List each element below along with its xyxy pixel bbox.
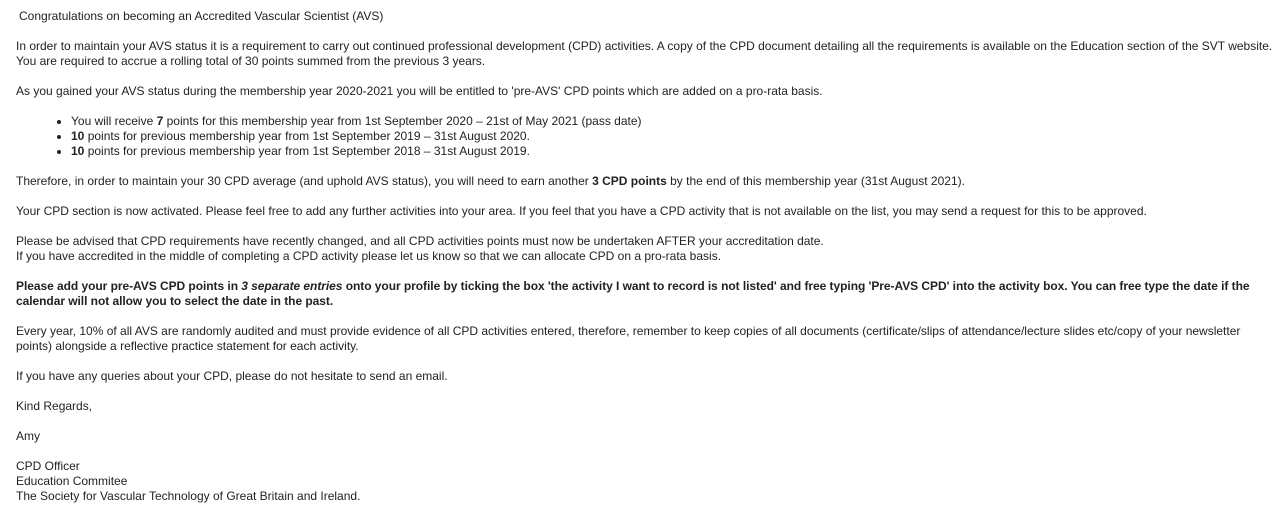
paragraph-pre-avs: As you gained your AVS status during the membership year 2020-2021 you will be entitled to 'pre-AVS' CPD points which are added on a pro-rata basis. <box>16 84 823 98</box>
signature-block <box>16 459 1278 504</box>
paragraph-instructions: Please add your pre-AVS CPD points in 3 separate entries onto your profile by ticking the box 'the activity I want to record is not listed' and free typing 'Pre-AVS CPD' into the activity box. You can free type the date if the calendar will not allow you to select the date in the past. <box>16 279 1250 308</box>
paragraph-audit: Every year, 10% of all AVS are randomly audited and must provide evidence of all CPD activities entered, therefore, remember to keep copies of all documents (certificate/slips of attendance/lecture slides etc/copy of your newsletter points) alongside a reflective practice statement for each activity. <box>16 324 1241 353</box>
closing-line: Kind Regards, <box>16 399 93 413</box>
signature-org: The Society for Vascular Technology of Great Britain and Ireland. <box>16 489 361 503</box>
signature-role: CPD Officer <box>16 459 80 473</box>
list-item: • 10 points for previous membership year from 1st September 2019 – 31st August 2020. <box>71 129 1278 144</box>
paragraph-requirements: In order to maintain your AVS status it is a requirement to carry out continued professional development (CPD) activities. A copy of the CPD document detailing all the requirements is available on the Education section of the SVT website. You are required to accrue a rolling total of 30 points summed from the previous 3 years. <box>16 39 1273 68</box>
list-item: • You will receive 7 points for this membership year from 1st September 2020 – 21st of May 2021 (pass date) <box>71 114 1278 129</box>
greeting-line: Congratulations on becoming an Accredited Vascular Scientist (AVS) <box>19 9 384 23</box>
paragraph-requirements-changed: Please be advised that CPD requirements have recently changed, and all CPD activities points must now be undertaken AFTER your accreditation date. If you have accredited in the middle of completing a CPD activity please let us know so that we can allocate CPD on a pro-rata basis. <box>16 234 824 263</box>
paragraph-queries: If you have any queries about your CPD, please do not hesitate to send an email. <box>16 369 448 383</box>
points-list <box>16 114 1278 159</box>
paragraph-activated: Your CPD section is now activated. Please feel free to add any further activities into your area. If you feel that you have a CPD activity that is not available on the list, you may send a request for this to be approved. <box>16 204 1147 218</box>
paragraph-points-needed: Therefore, in order to maintain your 30 CPD average (and uphold AVS status), you will need to earn another 3 CPD points by the end of this membership year (31st August 2021). <box>16 174 965 188</box>
sender-name: Amy <box>16 429 40 443</box>
list-item: • 10 points for previous membership year from 1st September 2018 – 31st August 2019. <box>71 144 1278 159</box>
signature-dept: Education Commitee <box>16 474 128 488</box>
